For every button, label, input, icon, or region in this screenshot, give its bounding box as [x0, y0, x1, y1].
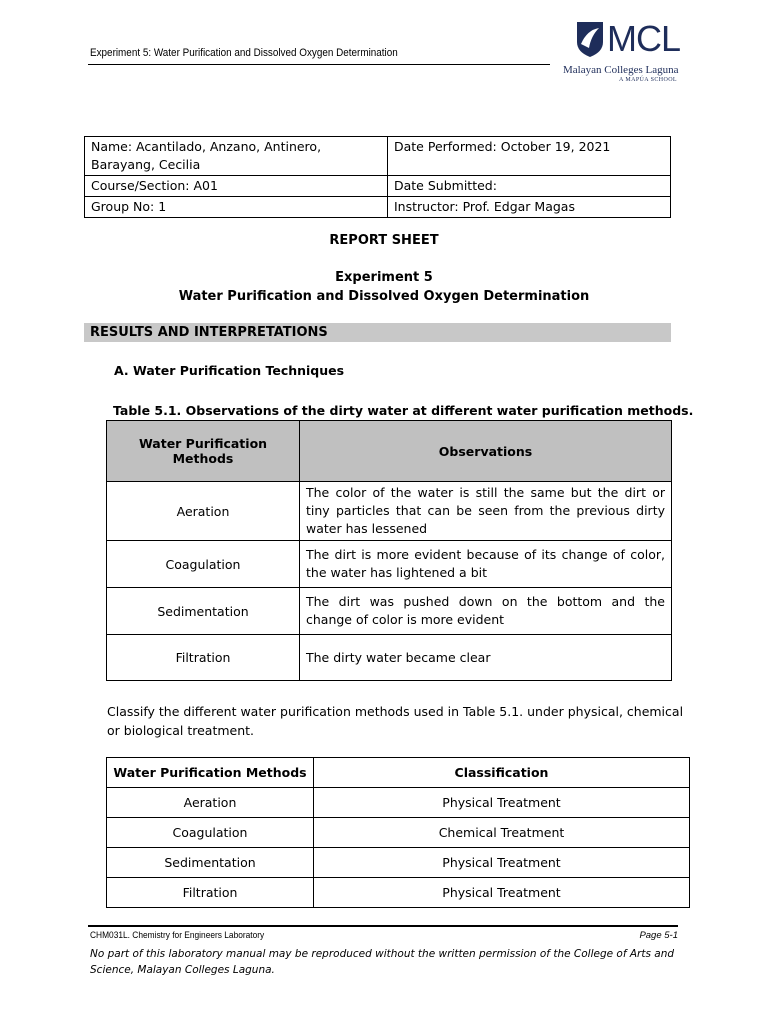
method-cell: Filtration	[107, 878, 314, 908]
report-title: REPORT SHEET	[329, 233, 439, 248]
table-row	[107, 588, 672, 635]
table-row	[107, 818, 690, 848]
classification-cell: Physical Treatment	[314, 878, 690, 908]
table-row	[107, 635, 672, 681]
method-cell: Sedimentation	[107, 848, 314, 878]
header-title: Experiment 5: Water Purification and Dissolved Oxygen Determination	[90, 47, 398, 59]
date-submitted-cell: Date Submitted:	[388, 176, 671, 197]
table-header: Observations	[300, 421, 672, 482]
method-cell: Filtration	[107, 635, 300, 681]
table-caption: Table 5.1. Observations of the dirty water at different water purification methods.	[113, 403, 694, 418]
method-cell: Coagulation	[107, 541, 300, 588]
observation-cell: The dirty water became clear	[300, 635, 672, 681]
method-cell: Sedimentation	[107, 588, 300, 635]
classification-cell: Chemical Treatment	[314, 818, 690, 848]
table-row	[107, 482, 672, 541]
classification-table	[106, 757, 690, 908]
student-info-table	[84, 136, 671, 218]
footer-divider	[88, 925, 678, 927]
instructor-cell: Instructor: Prof. Edgar Magas	[388, 197, 671, 218]
observations-table	[106, 420, 672, 681]
logo-text: MCL	[607, 18, 681, 59]
table-header: Water Purification Methods	[107, 758, 314, 788]
table-header: Classification	[314, 758, 690, 788]
header-divider	[88, 64, 550, 65]
table-row	[107, 541, 672, 588]
date-performed-cell: Date Performed: October 19, 2021	[388, 137, 671, 176]
classify-instruction: Classify the different water purification methods used in Table 5.1. under physical, chemical or biological treatment.	[107, 704, 684, 738]
course-section-cell: Course/Section: A01	[85, 176, 388, 197]
mcl-logo	[563, 16, 683, 86]
table-row	[107, 848, 690, 878]
logo-subtitle: Malayan Colleges Laguna	[563, 64, 679, 76]
classification-cell: Physical Treatment	[314, 848, 690, 878]
table-row	[107, 878, 690, 908]
experiment-number: Experiment 5	[335, 270, 433, 285]
mcl-shield-icon	[575, 20, 605, 58]
section-heading: RESULTS AND INTERPRETATIONS	[84, 323, 671, 342]
observation-cell: The dirt is more evident because of its change of color, the water has lightened a bit	[300, 541, 672, 588]
name-cell: Name: Acantilado, Anzano, Antinero, Barayang, Cecilia	[85, 137, 388, 176]
footer-course: CHM031L. Chemistry for Engineers Laboratory	[90, 930, 265, 941]
method-cell: Aeration	[107, 788, 314, 818]
experiment-title: Water Purification and Dissolved Oxygen Determination	[178, 289, 590, 304]
table-row	[107, 788, 690, 818]
logo-tagline: A MAPÚA SCHOOL	[619, 77, 677, 83]
table-header: Water Purification Methods	[107, 421, 300, 482]
method-cell: Aeration	[107, 482, 300, 541]
observation-cell: The color of the water is still the same but the dirt or tiny particles that can be seen from the previous dirty water has lessened	[300, 482, 672, 541]
classification-cell: Physical Treatment	[314, 788, 690, 818]
observation-cell: The dirt was pushed down on the bottom and the change of color is more evident	[300, 588, 672, 635]
subsection-heading: A. Water Purification Techniques	[114, 363, 345, 378]
footer-page-number: Page 5-1	[639, 930, 678, 941]
method-cell: Coagulation	[107, 818, 314, 848]
group-no-cell: Group No: 1	[85, 197, 388, 218]
footer-copyright-notice: No part of this laboratory manual may be reproduced without the written permission of the College of Arts and Science, Malayan Colleges Laguna.	[90, 948, 675, 976]
